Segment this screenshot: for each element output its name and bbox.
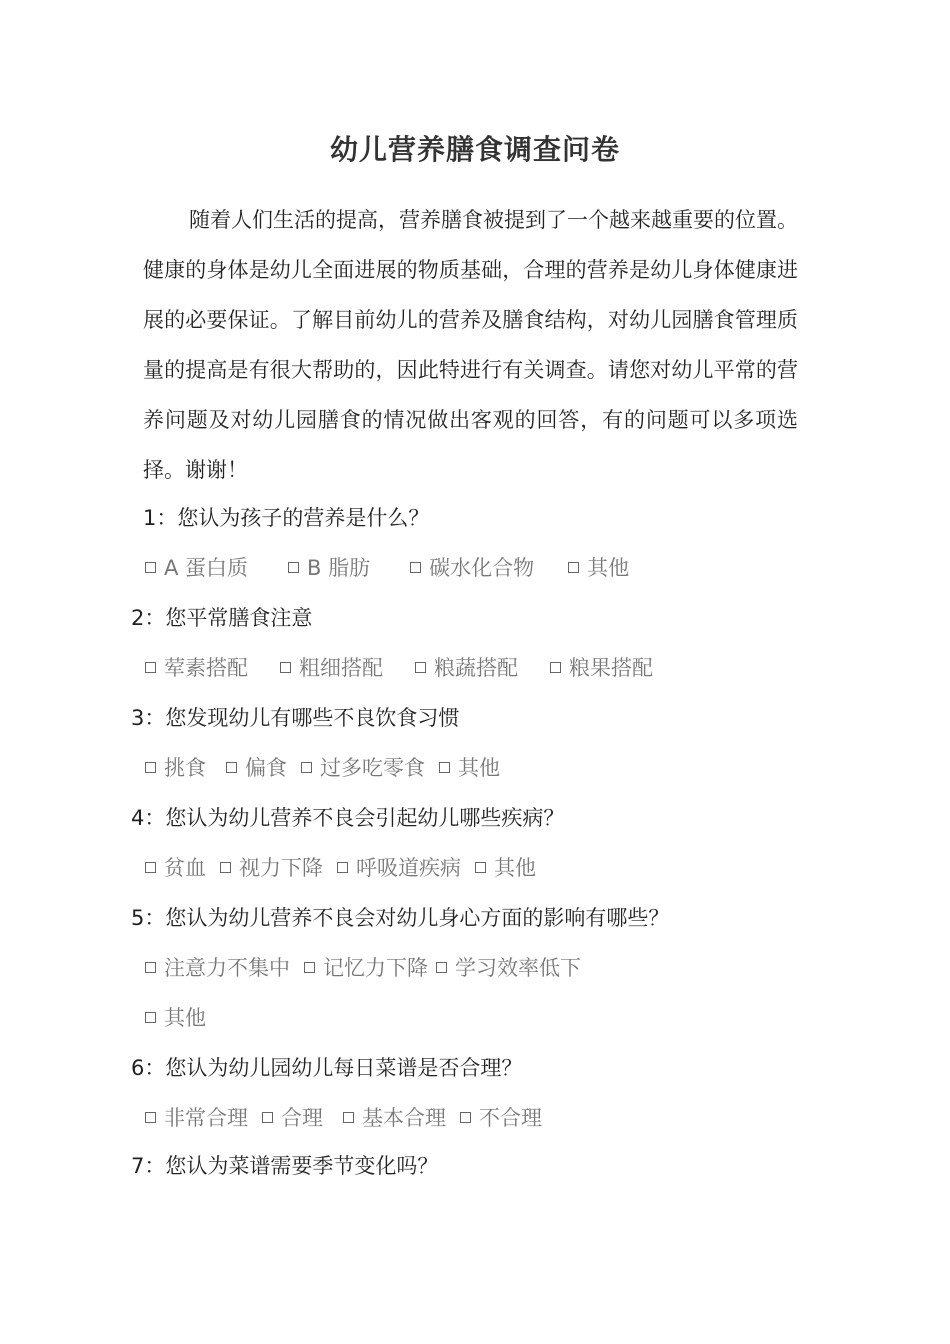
checkbox-icon xyxy=(220,862,231,873)
option-label: 粗细搭配 xyxy=(299,656,383,680)
option-label: 记忆力下降 xyxy=(323,956,428,980)
option-label: 粮蔬搭配 xyxy=(434,656,518,680)
question-7: 7：您认为菜谱需要季节变化吗？ xyxy=(131,1154,439,1178)
checkbox-icon xyxy=(288,562,299,573)
option-checkbox[interactable] xyxy=(475,852,536,884)
question-3: 3：您发现幼儿有哪些不良饮食习惯 xyxy=(131,706,460,730)
option-label: 呼吸道疾病 xyxy=(356,856,461,880)
checkbox-icon xyxy=(145,662,156,673)
question-1-options xyxy=(145,552,629,584)
checkbox-icon xyxy=(304,962,315,973)
option-label: 其他 xyxy=(164,1006,206,1030)
question-5-options-continued xyxy=(145,1002,206,1034)
option-label: A 蛋白质 xyxy=(164,556,249,580)
question-2: 2：您平常膳食注意 xyxy=(131,606,313,630)
option-label: 基本合理 xyxy=(362,1106,446,1130)
page-title: 幼儿营养膳食调查问卷 xyxy=(329,133,620,166)
option-checkbox[interactable] xyxy=(439,752,500,784)
question-4: 4：您认为幼儿营养不良会引起幼儿哪些疾病？ xyxy=(131,806,565,830)
option-checkbox[interactable] xyxy=(436,952,581,984)
option-label: 挑食 xyxy=(164,756,206,780)
option-label: 不合理 xyxy=(479,1106,542,1130)
checkbox-icon xyxy=(460,1112,471,1123)
checkbox-icon xyxy=(145,1112,156,1123)
option-checkbox[interactable] xyxy=(410,552,534,584)
option-checkbox[interactable] xyxy=(145,552,248,584)
option-label: 其他 xyxy=(458,756,500,780)
option-label: 其他 xyxy=(494,856,536,880)
intro-paragraph: 随着人们生活的提高，营养膳食被提到了一个越来越重要的位置。健康的身体是幼儿全面进展的物质基础，合理的营养是幼儿身体健康进展的必要保证。了解目前幼儿的营养及膳食结构，对幼儿园膳食管理质量的提高是有很大帮助的，因此特进行有关调查。请您对幼儿平常的营养问题及对幼儿园膳食的情况做出客观的回答，有的问题可以多项选择。谢谢！ xyxy=(143,208,798,482)
option-checkbox[interactable] xyxy=(145,952,290,984)
checkbox-icon xyxy=(145,762,156,773)
option-label: 学习效率低下 xyxy=(455,956,581,980)
checkbox-icon xyxy=(145,1012,156,1023)
option-checkbox[interactable] xyxy=(304,952,428,984)
question-5: 5：您认为幼儿营养不良会对幼儿身心方面的影响有哪些？ xyxy=(131,906,670,930)
option-checkbox[interactable] xyxy=(145,852,206,884)
option-label: 偏食 xyxy=(245,756,287,780)
option-checkbox[interactable] xyxy=(343,1102,446,1134)
option-label: 碳水化合物 xyxy=(429,556,535,580)
checkbox-icon xyxy=(145,962,156,973)
checkbox-icon xyxy=(436,962,447,973)
checkbox-icon xyxy=(280,662,291,673)
option-checkbox[interactable] xyxy=(460,1102,542,1134)
option-label: 其他 xyxy=(587,556,630,580)
option-label: 视力下降 xyxy=(239,856,323,880)
checkbox-icon xyxy=(550,662,561,673)
option-label: 合理 xyxy=(281,1106,323,1130)
checkbox-icon xyxy=(226,762,237,773)
checkbox-icon xyxy=(410,562,421,573)
question-1: 1：您认为孩子的营养是什么？ xyxy=(143,506,430,530)
checkbox-icon xyxy=(439,762,450,773)
option-label: B 脂肪 xyxy=(307,556,371,580)
question-6-options xyxy=(145,1102,542,1134)
option-checkbox[interactable] xyxy=(145,652,248,684)
question-6: 6：您认为幼儿园幼儿每日菜谱是否合理？ xyxy=(131,1056,523,1080)
option-checkbox[interactable] xyxy=(262,1102,323,1134)
question-5-options xyxy=(145,952,581,984)
checkbox-icon xyxy=(301,762,312,773)
option-label: 贫血 xyxy=(164,856,206,880)
option-label: 过多吃零食 xyxy=(320,756,425,780)
option-checkbox[interactable] xyxy=(301,752,425,784)
option-checkbox[interactable] xyxy=(145,1102,248,1134)
checkbox-icon xyxy=(475,862,486,873)
checkbox-icon xyxy=(415,662,426,673)
question-2-options xyxy=(145,652,653,684)
question-4-options xyxy=(145,852,536,884)
checkbox-icon xyxy=(262,1112,273,1123)
checkbox-icon xyxy=(568,562,579,573)
option-checkbox[interactable] xyxy=(226,752,287,784)
option-checkbox[interactable] xyxy=(568,552,629,584)
option-label: 粮果搭配 xyxy=(569,656,653,680)
checkbox-icon xyxy=(343,1112,354,1123)
option-label: 注意力不集中 xyxy=(164,956,290,980)
option-label: 荤素搭配 xyxy=(164,656,248,680)
option-label: 非常合理 xyxy=(164,1106,248,1130)
question-3-options xyxy=(145,752,500,784)
checkbox-icon xyxy=(337,862,348,873)
option-checkbox[interactable] xyxy=(280,652,383,684)
option-checkbox[interactable] xyxy=(145,1002,206,1034)
option-checkbox[interactable] xyxy=(550,652,653,684)
option-checkbox[interactable] xyxy=(220,852,323,884)
checkbox-icon xyxy=(145,562,156,573)
option-checkbox[interactable] xyxy=(415,652,518,684)
checkbox-icon xyxy=(145,862,156,873)
option-checkbox[interactable] xyxy=(145,752,206,784)
option-checkbox[interactable] xyxy=(288,552,370,584)
option-checkbox[interactable] xyxy=(337,852,461,884)
